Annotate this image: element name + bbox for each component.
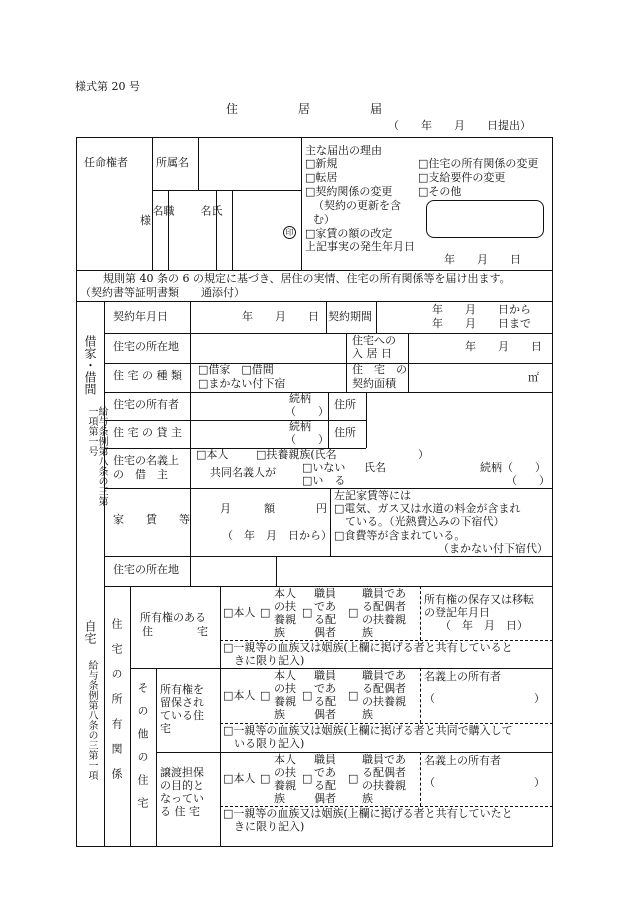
transfer-kin-1: □一親等の血族又は姻族(上欄に掲げる者と共有していたと — [223, 807, 513, 820]
page-title: 住 居 届 — [226, 102, 383, 116]
transfer-spdep-1: 職員であ — [362, 753, 406, 766]
retained-owner-paren: （ ） — [424, 692, 545, 705]
owned-spouse-3: る配 — [314, 613, 336, 626]
owned-spouse-2: であ — [314, 600, 336, 613]
notice-line-2: （契約書等証明書類 通添付） — [80, 286, 245, 299]
lender-label: 住 宅 の 貸 主 — [113, 426, 182, 439]
retained-spdep-2: る配偶者 — [362, 682, 406, 695]
rent-from-date: （ 年 月 日から） — [222, 529, 332, 542]
rental-side-label: 借家・借間 — [83, 335, 97, 395]
borrower-dependent-close: ） — [418, 448, 429, 461]
retained-dependent-4: 族 — [274, 708, 285, 721]
rental-address-label: 住宅の所在地 — [113, 340, 179, 353]
owned-spouse-1: 職員 — [314, 587, 336, 600]
rent-note-meals: □食費等が含まれている。 — [334, 529, 466, 542]
retained-spouse-3: る配 — [314, 695, 336, 708]
area-label-2: 契約面積 — [352, 377, 396, 390]
co-name-label: 氏名 — [364, 461, 386, 474]
borrower-label-2: の 借 主 — [113, 468, 168, 481]
owned-spdep-1: 職員であ — [362, 587, 406, 600]
ownership-col: 住宅の所有関係 — [110, 618, 123, 793]
movein-label-1: 住宅への — [352, 334, 396, 347]
owner-address-label: 住所 — [334, 398, 356, 411]
transfer-label-3: なってい — [160, 792, 204, 805]
transfer-owner-title: 名義上の所有者 — [424, 754, 501, 767]
transfer-dependent-2: の扶 — [274, 766, 296, 779]
seal-mark: 印 — [283, 226, 296, 239]
retained-self: □本人 — [223, 689, 256, 702]
transfer-spouse-4: 偶者 — [314, 792, 336, 805]
reason-other: □その他 — [418, 185, 462, 198]
reason-move: □転居 — [305, 171, 338, 184]
retained-spdep-4: 族 — [362, 708, 373, 721]
notice-line-1: 規則第 40 条の 6 の規定に基づき、居住の実情、住宅の所有関係等を届け出ます。 — [103, 272, 511, 285]
retained-label-3: ている住 — [160, 709, 204, 722]
retained-kin-2: いる限り記入) — [234, 737, 305, 750]
retained-spouse-2: であ — [314, 682, 336, 695]
retained-owner-title: 名義上の所有者 — [424, 670, 501, 683]
co-owner-label: 共同名義人が — [210, 466, 276, 479]
owned-spdep-2: る配偶者 — [362, 600, 406, 613]
reg-date-1: 所有権の保存又は移転 — [424, 593, 534, 606]
owned-dependent-4: 族 — [274, 626, 285, 639]
owned-spdep-3: の扶養親 — [362, 613, 406, 626]
transfer-label-2: の目的と — [160, 779, 204, 792]
rent-label: 家 賃 等 — [113, 513, 190, 526]
house-type-label: 住 宅 の 種 類 — [113, 369, 182, 382]
post-label: 職名 — [151, 205, 175, 238]
transfer-label-4: る 住 宅 — [160, 805, 200, 818]
area-unit: ㎡ — [528, 371, 539, 384]
occurrence-date-label: 上記事実の発生年月日 — [305, 240, 415, 253]
transfer-dependent-1: 本人 — [274, 753, 296, 766]
rent-note-title: 左記家賃等には — [334, 489, 411, 502]
period-from: 年 月 日から — [432, 303, 531, 316]
dept-label: 所属名 — [156, 156, 189, 169]
owned-dependent-2: の扶 — [274, 600, 296, 613]
owned-kin-1: □一親等の血族又は姻族(上欄に掲げる者と共有していると — [223, 641, 513, 654]
contract-date: 年 月 日 — [242, 310, 319, 323]
name-label: 氏名 — [199, 205, 223, 238]
transfer-spouse-1: 職員 — [314, 753, 336, 766]
co-relation-paren: （ ） — [506, 474, 550, 487]
retained-spdep-1: 職員であ — [362, 669, 406, 682]
form-number: 様式第 20 号 — [75, 80, 140, 93]
reason-requirement: □支給要件の変更 — [418, 171, 506, 184]
monthly-label: 月 額 — [220, 502, 275, 515]
retained-kin-1: □一親等の血族又は姻族(上欄に掲げる者と共同で購入して — [223, 724, 513, 737]
owner-label: 住宅の所有者 — [113, 398, 179, 411]
rent-note-utilities-2: ている。（光熱費込みの下宿代） — [334, 515, 505, 528]
appointer-label: 任命権者 — [84, 156, 128, 169]
own-address-label: 住宅の所在地 — [113, 563, 179, 576]
transfer-dependent-4: 族 — [274, 792, 285, 805]
borrower-label-1: 住宅の名義上 — [113, 454, 179, 467]
transfer-kin-2: きに限り記入) — [234, 820, 305, 833]
owned-dependent-1: 本人 — [274, 587, 296, 600]
lender-relation-paren: （ ） — [285, 433, 329, 446]
movein-label-2: 入 居 日 — [352, 347, 392, 360]
reason-new: □新規 — [305, 157, 338, 170]
co-relation: 続柄（ ） — [480, 461, 546, 474]
retained-spouse-4: 偶者 — [314, 708, 336, 721]
reason-contract-note1: （契約の更新を含 — [313, 199, 401, 212]
retained-dependent-3: 養親 — [274, 695, 296, 708]
contract-period-label: 契約期間 — [328, 310, 372, 323]
retained-label-4: 宅 — [160, 722, 171, 735]
reason-ownership: □住宅の所有関係の変更 — [418, 157, 539, 170]
owned-label-1: 所有権のある — [140, 611, 206, 624]
retained-dependent-1: 本人 — [274, 669, 296, 682]
owned-spouse-4: 偶者 — [314, 626, 336, 639]
retained-label-1: 所有権を — [160, 683, 204, 696]
rental-side-note: 給与条例第八条の三第一項第一号 — [86, 406, 107, 506]
others-col: その他の住宅 — [136, 682, 149, 820]
reg-date-2: の登記年月日 — [424, 606, 490, 619]
transfer-spdep-3: の扶養親 — [362, 779, 406, 792]
retained-spouse-1: 職員 — [314, 669, 336, 682]
lender-address-label: 住所 — [334, 426, 356, 439]
retained-spdep-3: の扶養親 — [362, 695, 406, 708]
co-exists: □い る — [302, 474, 346, 487]
reason-contract-note2: む） — [313, 213, 335, 226]
occurrence-date: 年 月 日 — [444, 253, 521, 266]
reason-contract: □契約関係の変更 — [305, 185, 393, 198]
transfer-spdep-2: る配偶者 — [362, 766, 406, 779]
transfer-label-1: 譲渡担保 — [160, 766, 204, 779]
owner-relation-paren: （ ） — [285, 405, 329, 418]
contract-date-label: 契約年月日 — [113, 310, 168, 323]
owned-label-2: 住 宅 — [142, 625, 208, 638]
reason-rent: □家賃の額の改定 — [305, 227, 393, 240]
reasons-title: 主な届出の理由 — [305, 144, 382, 157]
co-none: □いない — [302, 461, 346, 474]
transfer-spouse-2: であ — [314, 766, 336, 779]
owned-self: □本人 — [223, 606, 256, 619]
transfer-self: □本人 — [223, 772, 256, 785]
yen-unit: 円 — [316, 502, 327, 515]
retained-label-2: 留保され — [160, 696, 204, 709]
owned-spdep-4: 族 — [362, 626, 373, 639]
rent-note-utilities: □電気、ガス又は水道の料金が含まれ — [334, 502, 521, 515]
borrower-self: □本人 — [196, 448, 229, 461]
borrower-dependent: □扶養親族(氏名 — [256, 448, 337, 461]
transfer-spouse-3: る配 — [314, 779, 336, 792]
sama-label: 様 — [140, 214, 151, 227]
area-label-1: 住 宅 の — [352, 363, 407, 376]
transfer-dependent-3: 養親 — [274, 779, 296, 792]
period-to: 年 月 日まで — [432, 317, 531, 330]
own-side-note: 給与条例第八条の三第一項 — [86, 660, 97, 780]
transfer-spdep-4: 族 — [362, 792, 373, 805]
lender-relation: 続柄 — [289, 420, 311, 433]
rent-note-meals-2: （まかない付下宿代） — [438, 542, 548, 555]
retained-dependent-2: の扶 — [274, 682, 296, 695]
type-boarding: □まかない付下宿 — [198, 377, 286, 390]
owner-relation: 続柄 — [289, 392, 311, 405]
submit-date: （ 年 月 日提出） — [388, 119, 531, 132]
reg-date-3: （ 年 月 日） — [440, 619, 528, 632]
movein-date: 年 月 日 — [465, 340, 542, 353]
transfer-owner-paren: （ ） — [424, 776, 545, 789]
type-rent-room: □借家 □借間 — [198, 363, 274, 376]
owned-dependent-3: 養親 — [274, 613, 296, 626]
other-bracket — [426, 200, 544, 238]
owned-kin-2: きに限り記入) — [234, 654, 305, 667]
own-side-label: 自宅 — [83, 620, 97, 644]
